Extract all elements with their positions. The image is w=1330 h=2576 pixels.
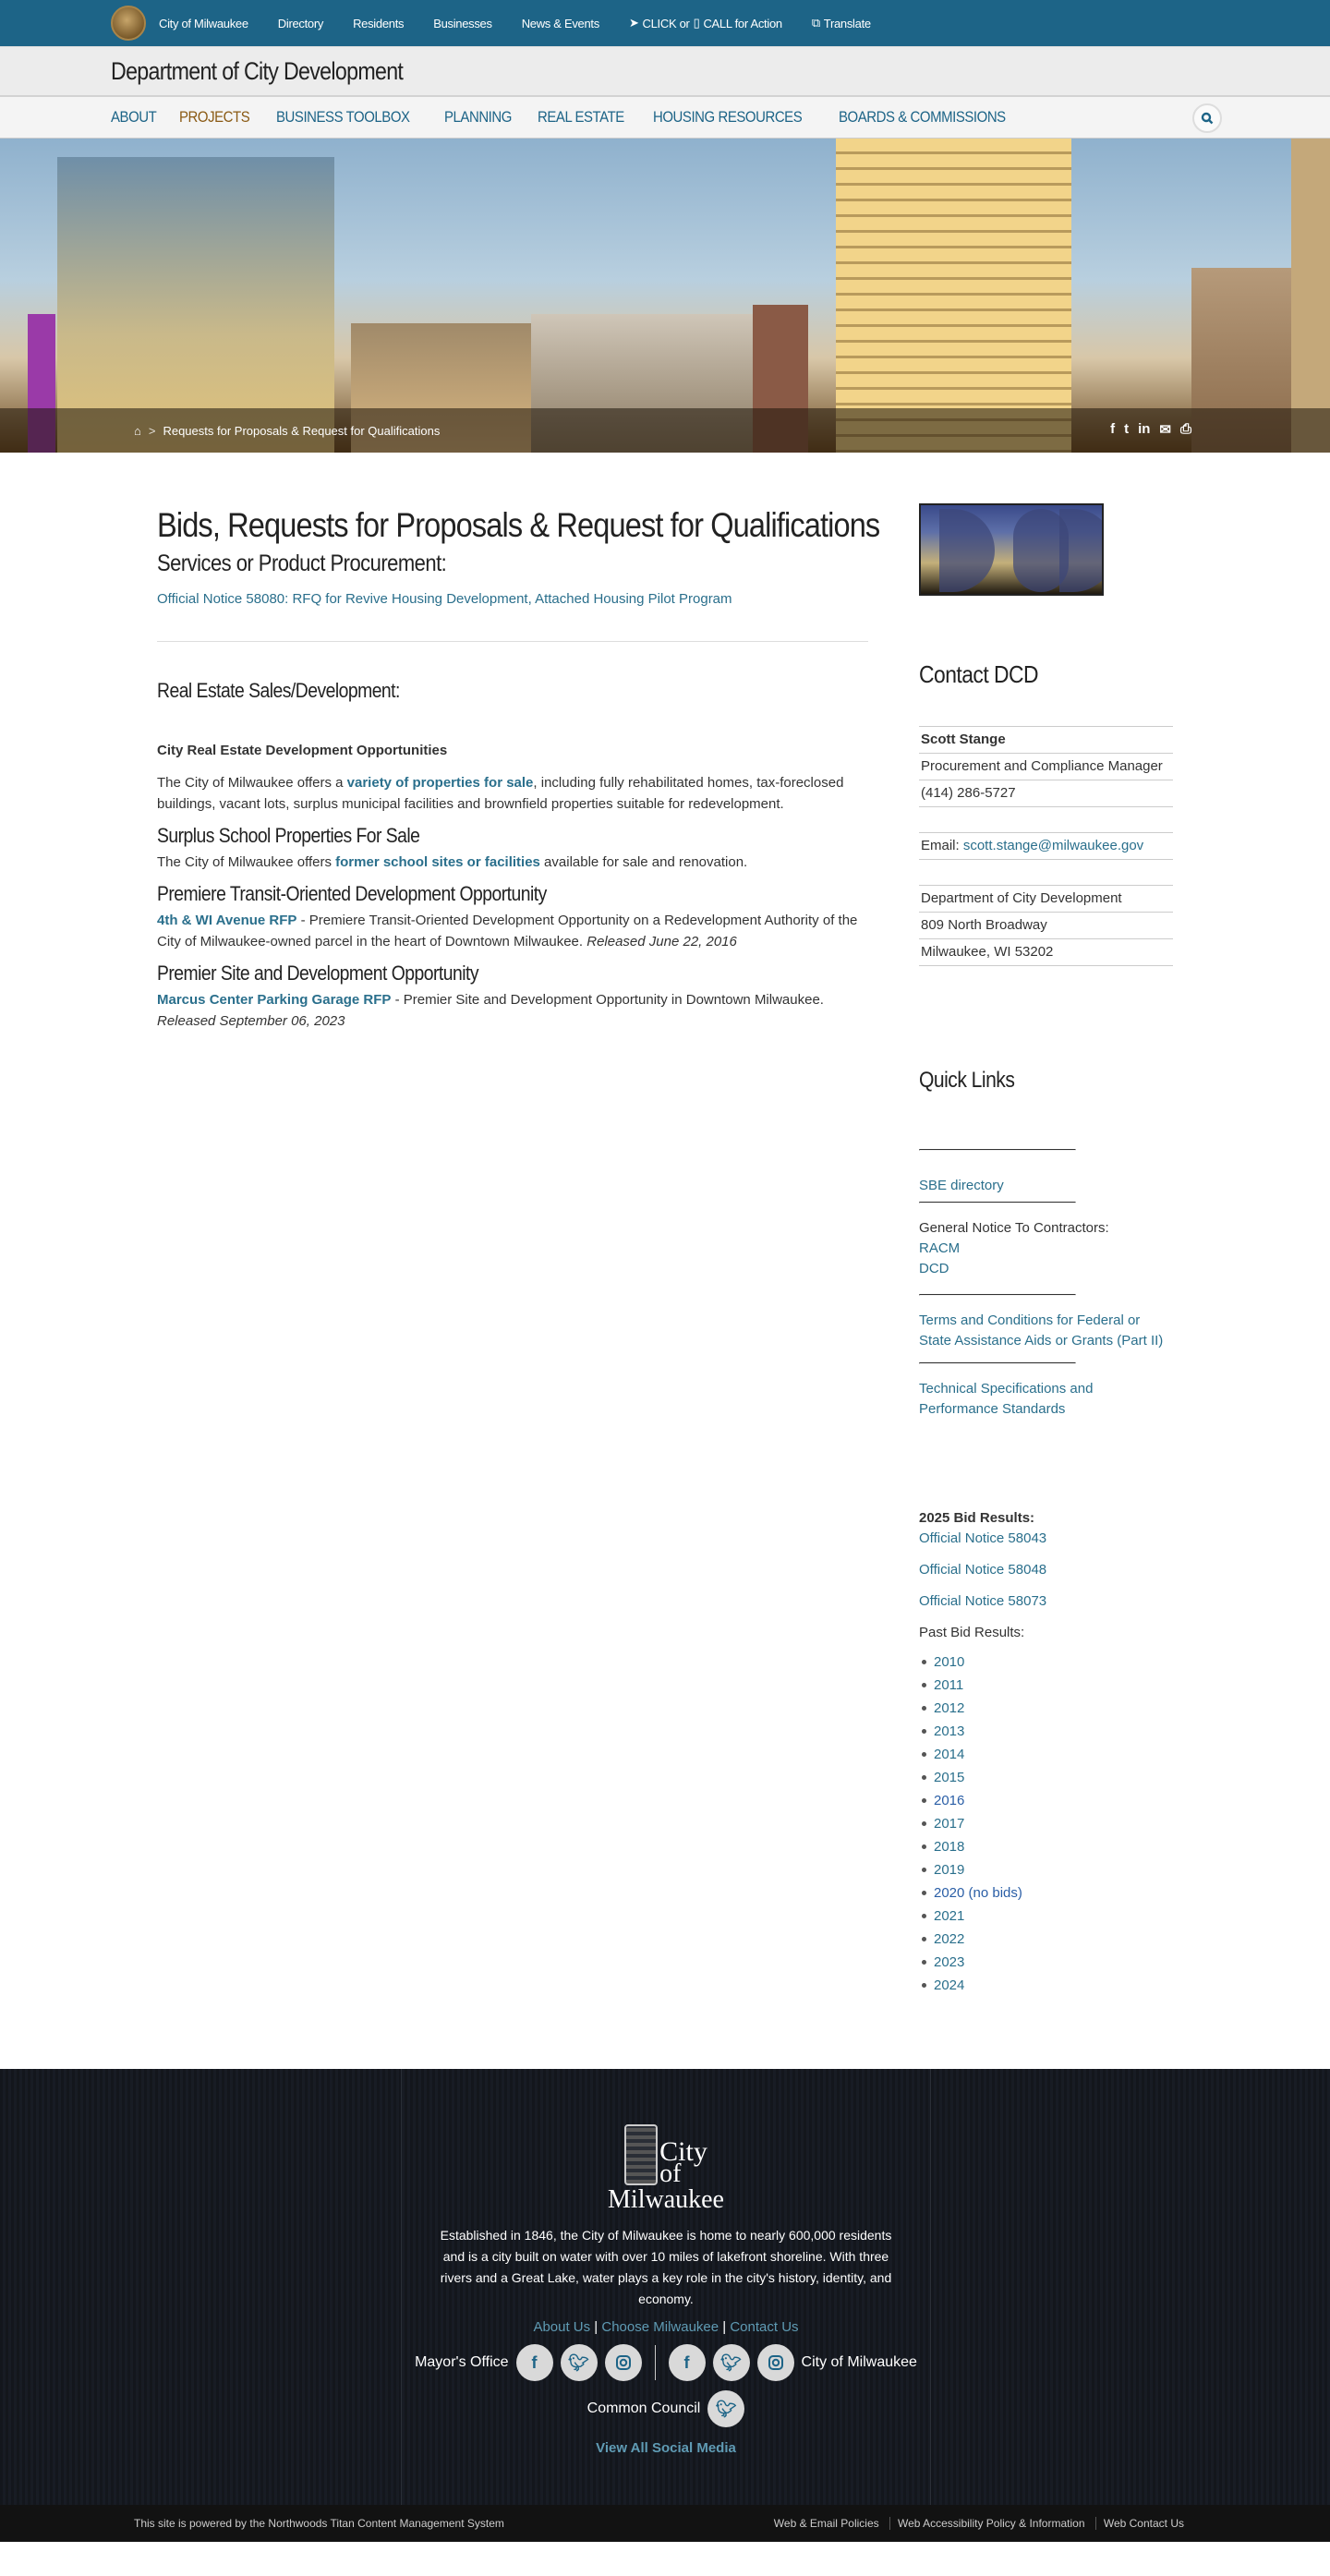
home-icon[interactable]: ⌂ — [134, 423, 141, 438]
topbar-businesses-link[interactable]: Businesses — [433, 16, 492, 30]
text: , including fully rehabilitated homes, tax-foreclosed buildings, vacant lots, surplus municipal facilities and brownfield properties suitable for redevelopment. — [157, 775, 844, 812]
department-bar — [0, 46, 1330, 97]
nav-housing-resources[interactable]: HOUSING RESOURCES — [652, 108, 802, 126]
phone-icon: ▯ — [693, 16, 700, 30]
nav-about[interactable]: ABOUT — [111, 108, 157, 126]
section-divider — [157, 641, 868, 642]
contact-empty-row — [919, 859, 1173, 885]
contact-address2: Milwaukee, WI 53202 — [919, 938, 1173, 966]
choose-milwaukee-link[interactable]: Choose Milwaukee — [601, 2319, 719, 2335]
sidebar — [919, 453, 1173, 1997]
list-item — [919, 1905, 1173, 1928]
city-of-milwaukee-logo[interactable] — [624, 2124, 707, 2188]
marcus-center-rfp-link[interactable]: Marcus Center Parking Garage RFP — [157, 992, 392, 1008]
web-email-policies-link[interactable]: Web & Email Policies — [773, 2517, 879, 2530]
year-link-2014[interactable]: 2014 — [934, 1747, 965, 1762]
city-facebook-icon[interactable]: f — [669, 2344, 706, 2381]
release-date: Released September 06, 2023 — [157, 1013, 345, 1029]
quick-links-heading: Quick Links — [919, 1068, 1015, 1093]
city-of-milwaukee-label: City of Milwaukee — [801, 2354, 917, 2370]
call-label: CALL for Action — [703, 16, 782, 30]
year-link-2021[interactable]: 2021 — [934, 1908, 965, 1924]
list-item — [919, 1812, 1173, 1835]
main-nav — [0, 97, 1330, 139]
past-bid-label: Past Bid Results: — [919, 1625, 1025, 1640]
list-item — [919, 1974, 1173, 1997]
school-sites-link[interactable]: former school sites or facilities — [335, 854, 540, 870]
about-us-link[interactable]: About Us — [533, 2319, 591, 2335]
4th-wi-rfp-link[interactable]: 4th & WI Avenue RFP — [157, 913, 297, 928]
translate-icon: ⧉ — [811, 16, 820, 30]
footer-policy-links — [767, 2517, 1191, 2530]
breadcrumb — [0, 408, 1330, 453]
real-estate-heading: Real Estate Sales/Development: — [157, 679, 400, 702]
official-notice-58043-link[interactable]: Official Notice 58043 — [919, 1530, 1047, 1546]
footer-bottom-bar — [0, 2505, 1330, 2542]
premier-paragraph — [157, 989, 868, 1032]
divider — [919, 1202, 1076, 1203]
breadcrumb-separator: > — [148, 423, 156, 438]
content-wrapper — [0, 453, 1330, 1997]
cursor-icon: ➤ — [628, 16, 639, 30]
terms-conditions-link[interactable]: Terms and Conditions for Federal or State Assistance Aids or Grants (Part II) — [919, 1312, 1164, 1348]
social-row-1 — [402, 2344, 930, 2381]
premier-heading: Premier Site and Development Opportunity — [157, 961, 478, 985]
linkedin-share-icon[interactable]: in — [1138, 421, 1151, 437]
procurement-notice-link[interactable]: Official Notice 58080: RFQ for Revive Housing Development, Attached Housing Pilot Program — [157, 591, 732, 607]
list-item — [919, 1928, 1173, 1951]
year-link-2022[interactable]: 2022 — [934, 1931, 965, 1947]
official-notice-58048-link[interactable]: Official Notice 58048 — [919, 1562, 1047, 1578]
contact-empty-row — [919, 806, 1173, 832]
list-item — [919, 1674, 1173, 1697]
list-item — [919, 1858, 1173, 1881]
contact-email-link[interactable]: scott.stange@milwaukee.gov — [962, 838, 1144, 853]
school-paragraph — [157, 852, 868, 873]
year-link-2018[interactable]: 2018 — [934, 1839, 965, 1855]
list-item — [919, 1789, 1173, 1812]
nav-projects[interactable]: PROJECTS — [179, 108, 250, 126]
mayor-twitter-icon[interactable]: 🐦︎ — [561, 2344, 598, 2381]
year-link-2013[interactable]: 2013 — [934, 1723, 965, 1739]
city-dev-paragraph — [157, 772, 868, 815]
list-item — [919, 1697, 1173, 1720]
topbar-directory-link[interactable]: Directory — [277, 16, 324, 30]
search-button[interactable] — [1192, 103, 1222, 133]
procurement-heading: Services or Product Procurement: — [157, 550, 447, 576]
general-notice-label: General Notice To Contractors: — [919, 1220, 1109, 1236]
mayor-instagram-icon[interactable] — [605, 2344, 642, 2381]
department-title[interactable]: Department of City Development — [111, 56, 404, 85]
list-item — [919, 1651, 1173, 1674]
print-icon[interactable]: ⎙ — [1179, 421, 1191, 437]
technical-specs-link[interactable]: Technical Specifications and Performance Standards — [919, 1381, 1094, 1417]
contact-role: Procurement and Compliance Manager — [919, 753, 1173, 780]
translate-label: Translate — [823, 16, 871, 30]
year-link-2017[interactable]: 2017 — [934, 1816, 965, 1832]
year-link-2024[interactable]: 2024 — [934, 1977, 965, 1993]
text: The City of Milwaukee offers a — [157, 775, 347, 791]
breadcrumb-current: Requests for Proposals & Request for Qualifications — [163, 423, 441, 438]
powered-by-text: This site is powered by the Northwoods Titan Content Management System — [134, 2517, 504, 2530]
contact-email-row — [919, 832, 1173, 859]
mayors-office-label: Mayor's Office — [415, 2354, 509, 2370]
logo-city: City — [659, 2136, 707, 2167]
list-item — [919, 1720, 1173, 1743]
city-twitter-icon[interactable]: 🐦︎ — [713, 2344, 750, 2381]
dcd-logo-image — [919, 503, 1104, 596]
mayor-facebook-icon[interactable]: f — [516, 2344, 553, 2381]
contact-dept: Department of City Development — [919, 885, 1173, 912]
nav-real-estate[interactable]: REAL ESTATE — [537, 108, 624, 126]
topbar-translate-link[interactable] — [812, 16, 871, 30]
racm-link[interactable]: RACM — [919, 1240, 961, 1256]
contact-name: Scott Stange — [919, 726, 1173, 753]
list-item — [919, 1951, 1173, 1974]
city-instagram-icon[interactable] — [757, 2344, 794, 2381]
list-item — [919, 1766, 1173, 1789]
logo-milwaukee: Milwaukee — [608, 2185, 724, 2214]
year-link-2012[interactable]: 2012 — [934, 1700, 965, 1716]
contact-phone: (414) 286-5727 — [919, 780, 1173, 806]
topbar-click-call-link[interactable] — [629, 16, 782, 30]
year-link-2015[interactable]: 2015 — [934, 1770, 965, 1785]
email-label: Email: — [921, 838, 963, 853]
page-title: Bids, Requests for Proposals & Request for Qualifications — [157, 506, 880, 544]
social-row-2 — [402, 2390, 930, 2427]
common-council-label: Common Council — [586, 2401, 701, 2416]
school-heading: Surplus School Properties For Sale — [157, 824, 420, 847]
web-contact-us-link[interactable]: Web Contact Us — [1095, 2517, 1191, 2530]
year-link-2010[interactable]: 2010 — [934, 1654, 965, 1670]
contact-block — [919, 726, 1173, 966]
footer-links: About Us | Choose Milwaukee | Contact Us — [533, 2319, 799, 2335]
top-bar — [0, 0, 1330, 46]
facebook-share-icon[interactable]: f — [1110, 421, 1116, 437]
click-label: CLICK or — [642, 16, 690, 30]
topbar-residents-link[interactable]: Residents — [353, 16, 405, 30]
footer-center-column — [401, 2069, 931, 2505]
transit-paragraph — [157, 910, 868, 952]
share-icons — [1110, 421, 1191, 438]
list-item — [919, 1881, 1173, 1905]
twitter-share-icon[interactable]: t — [1124, 421, 1130, 437]
list-item — [919, 1835, 1173, 1858]
divider — [919, 1294, 1076, 1296]
text: The City of Milwaukee offers — [157, 854, 336, 870]
footer-description: Established in 1846, the City of Milwaukee is home to nearly 600,000 residents and is a city built on water with over 10 miles of lakefront shoreline. With three rivers and a Great Lake, water plays a key role in the city's history, identity, and economy. — [440, 2228, 892, 2306]
official-notice-58073-link[interactable]: Official Notice 58073 — [919, 1593, 1047, 1609]
text: - Premiere Transit-Oriented Development Opportunity on a Redevelopment Authority of the City of Milwaukee-owned parcel in the heart of Downtown Milwaukee. — [157, 913, 858, 949]
sbe-directory-link[interactable]: SBE directory — [919, 1178, 1004, 1193]
list-item — [919, 1743, 1173, 1766]
nav-business-toolbox[interactable]: BUSINESS TOOLBOX — [275, 108, 410, 126]
year-link-2011[interactable]: 2011 — [934, 1677, 964, 1693]
logo-of: of — [659, 2159, 682, 2188]
properties-for-sale-link[interactable]: variety of properties for sale — [346, 775, 534, 791]
topbar-city-link[interactable]: City of Milwaukee — [159, 16, 248, 30]
divider — [919, 1149, 1076, 1151]
search-icon — [1201, 112, 1214, 125]
site-footer — [0, 2069, 1330, 2505]
city-hall-icon — [624, 2124, 658, 2185]
hero-building — [1291, 139, 1330, 453]
past-bid-years-list — [919, 1651, 1173, 1997]
city-seal-logo[interactable] — [111, 6, 146, 41]
contact-us-link[interactable]: Contact Us — [730, 2319, 799, 2335]
topbar-news-link[interactable]: News & Events — [521, 16, 599, 30]
nav-boards-commissions[interactable]: BOARDS & COMMISSIONS — [838, 108, 1006, 126]
divider — [655, 2345, 656, 2380]
text: available for sale and renovation. — [539, 854, 748, 870]
email-share-icon[interactable]: ✉ — [1159, 422, 1171, 438]
contact-address1: 809 North Broadway — [919, 912, 1173, 938]
contact-heading: Contact DCD — [919, 660, 1038, 688]
accessibility-policy-link[interactable]: Web Accessibility Policy & Information — [889, 2517, 1093, 2530]
council-twitter-icon[interactable]: 🐦︎ — [707, 2390, 744, 2427]
bid-2025-label: 2025 Bid Results: — [919, 1510, 1035, 1526]
year-link-2019[interactable]: 2019 — [934, 1862, 965, 1878]
text: - Premier Site and Development Opportunity in Downtown Milwaukee. — [391, 992, 824, 1008]
hero-banner — [0, 139, 1330, 453]
release-date: Released June 22, 2016 — [586, 934, 737, 949]
year-link-2020[interactable]: 2020 (no bids) — [934, 1885, 1022, 1901]
main-content — [157, 453, 880, 1997]
year-link-2016[interactable]: 2016 — [934, 1793, 965, 1808]
year-link-2023[interactable]: 2023 — [934, 1954, 965, 1970]
nav-planning[interactable]: PLANNING — [444, 108, 513, 126]
dcd-link[interactable]: DCD — [919, 1261, 949, 1276]
city-dev-heading: City Real Estate Development Opportunities — [157, 743, 448, 758]
transit-heading: Premiere Transit-Oriented Development Opportunity — [157, 882, 547, 905]
divider — [919, 1362, 1076, 1364]
hero-building — [836, 139, 1071, 453]
view-all-social-media-link[interactable]: View All Social Media — [596, 2440, 736, 2456]
